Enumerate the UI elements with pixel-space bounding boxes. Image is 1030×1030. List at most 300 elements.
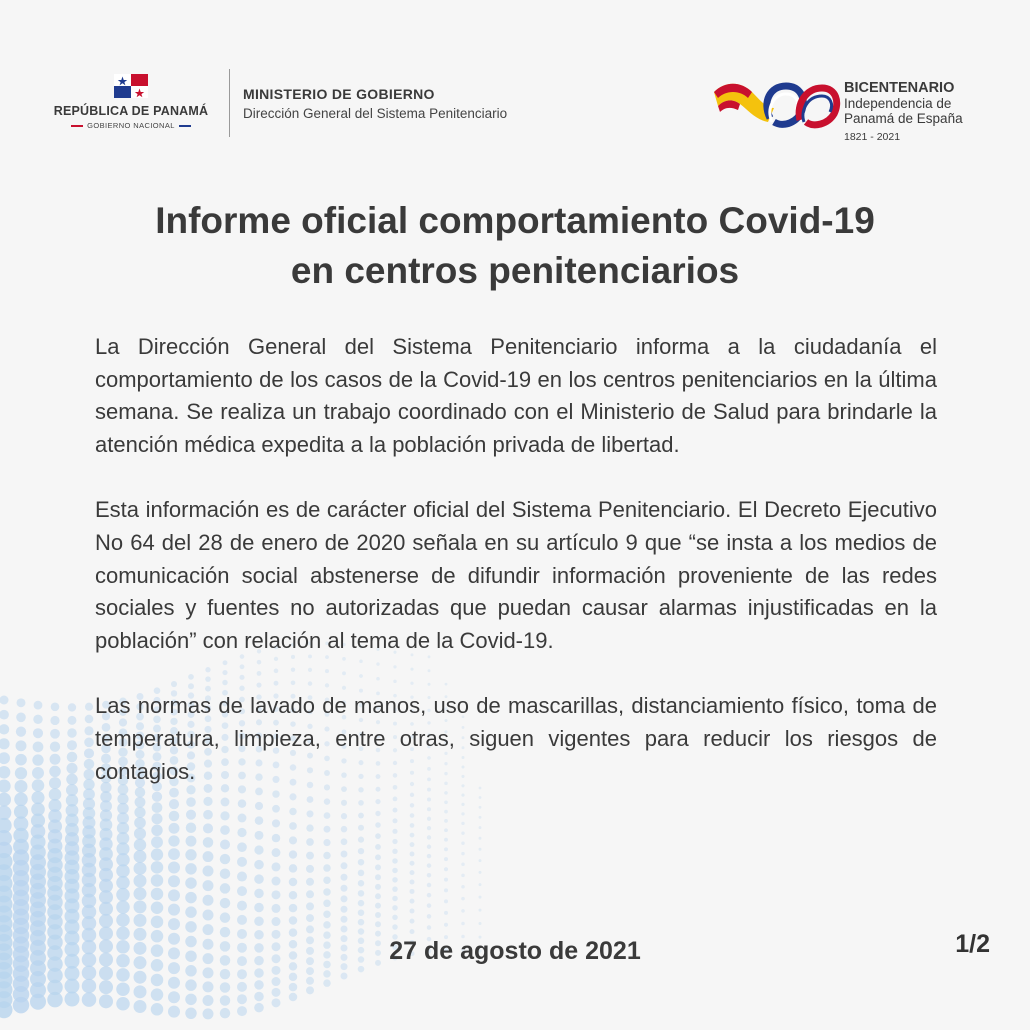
background-dot xyxy=(410,833,415,838)
background-dot xyxy=(185,849,196,860)
background-dot xyxy=(168,991,180,1003)
background-dot xyxy=(358,825,364,831)
background-dot xyxy=(427,845,431,849)
background-dot xyxy=(33,741,44,752)
background-dot xyxy=(341,926,348,933)
background-dot xyxy=(427,854,431,858)
background-dot xyxy=(254,889,264,899)
background-dot xyxy=(444,867,448,871)
background-dot xyxy=(151,988,164,1001)
background-dot xyxy=(203,909,214,920)
page-title xyxy=(60,196,970,296)
background-dot xyxy=(375,903,381,909)
red-bar xyxy=(71,125,83,127)
background-dot xyxy=(461,832,464,835)
background-dot xyxy=(410,879,415,884)
background-dot xyxy=(13,997,30,1014)
background-dot xyxy=(220,912,231,923)
background-dot xyxy=(134,1000,147,1013)
background-dot xyxy=(289,891,298,900)
background-dot xyxy=(289,928,298,937)
background-dot xyxy=(185,994,197,1006)
background-dot xyxy=(341,826,347,832)
background-dot xyxy=(84,748,94,758)
background-dot xyxy=(134,874,147,887)
background-dot xyxy=(461,852,464,855)
background-dot xyxy=(220,898,231,909)
background-dot xyxy=(341,862,348,869)
background-dot xyxy=(220,868,231,879)
background-dot xyxy=(289,916,298,925)
background-dot xyxy=(237,994,247,1004)
background-dot xyxy=(203,924,214,935)
background-dot xyxy=(306,977,314,985)
background-dot xyxy=(392,896,398,902)
background-dot xyxy=(392,858,398,864)
background-dot xyxy=(0,724,9,734)
background-dot xyxy=(375,893,381,899)
background-dot xyxy=(392,829,397,834)
background-dot xyxy=(203,837,213,847)
background-dot xyxy=(341,972,348,979)
background-dot xyxy=(323,979,331,987)
background-dot xyxy=(151,861,164,874)
background-dot xyxy=(254,860,264,870)
background-dot xyxy=(323,864,331,872)
background-dot xyxy=(134,900,147,913)
background-dot xyxy=(134,914,147,927)
background-dot xyxy=(220,1008,231,1019)
background-dot xyxy=(358,909,365,916)
background-dot xyxy=(31,791,44,804)
background-dot xyxy=(323,911,331,919)
background-dot xyxy=(479,871,482,874)
background-dot xyxy=(65,992,80,1007)
background-dot xyxy=(358,919,365,926)
background-dot xyxy=(151,836,163,848)
background-dot xyxy=(461,863,465,867)
background-dot xyxy=(50,716,59,725)
background-dot xyxy=(185,906,197,918)
bicentenario-logo xyxy=(712,78,992,146)
background-dot xyxy=(306,852,314,860)
background-dot xyxy=(185,863,197,875)
background-dot xyxy=(237,828,246,837)
background-dot xyxy=(34,701,43,710)
background-dot xyxy=(169,823,180,834)
background-dot xyxy=(237,901,247,911)
background-dot xyxy=(203,967,214,978)
background-dot xyxy=(254,1003,264,1013)
background-dot xyxy=(203,981,214,992)
background-dot xyxy=(358,859,365,866)
background-dot xyxy=(84,726,93,735)
background-dot xyxy=(203,995,214,1006)
background-dot xyxy=(427,914,432,919)
background-dot xyxy=(444,838,448,842)
background-dot xyxy=(444,857,448,861)
background-dot xyxy=(168,889,180,901)
bicentenario-line-2: Panamá de España xyxy=(844,111,963,126)
background-dot xyxy=(254,845,263,854)
background-dot xyxy=(341,851,348,858)
background-dot xyxy=(49,777,61,789)
bicentenario-years: 1821 - 2021 xyxy=(844,131,901,143)
background-dot xyxy=(358,900,365,907)
background-dot xyxy=(203,866,214,877)
background-dot xyxy=(32,767,44,779)
background-dot xyxy=(323,970,331,978)
background-dot xyxy=(427,893,432,898)
background-dot xyxy=(375,912,381,918)
background-dot xyxy=(479,883,482,886)
background-dot xyxy=(237,872,247,882)
background-dot xyxy=(66,774,78,786)
background-dot xyxy=(392,839,397,844)
background-dot xyxy=(237,886,247,896)
background-dot xyxy=(237,915,247,925)
background-dot xyxy=(237,857,247,867)
background-dot xyxy=(116,913,130,927)
background-dot xyxy=(116,900,130,914)
background-dot xyxy=(479,909,482,912)
background-dot xyxy=(289,878,298,887)
background-dot xyxy=(0,738,10,749)
background-dot xyxy=(479,837,482,840)
background-dot xyxy=(116,864,130,878)
background-dot xyxy=(50,754,61,765)
background-dot xyxy=(358,848,364,854)
paragraph-2: Esta información es de carácter oficial del Sistema Penitenciario. El Decreto Ejecutivo No 64 del 28 de enero de 2020 señala en su artículo 9 que “se insta a los medios de comunicación social abstenerse de difundir información proveniente de las redes sociales y fuentes no autorizadas que puedan causar alarmas injustificadas en la población” con relación al tema de la Covid-19. xyxy=(95,497,937,653)
background-dot xyxy=(479,896,482,899)
background-dot xyxy=(65,979,80,994)
background-dot xyxy=(461,909,465,913)
publication-date: 27 de agosto de 2021 xyxy=(389,937,641,965)
background-dot xyxy=(237,982,247,992)
background-dot xyxy=(341,906,348,913)
background-dot xyxy=(427,863,432,868)
page-number: 1/2 xyxy=(955,930,990,958)
bicentenario-text xyxy=(844,80,963,143)
background-dot xyxy=(375,874,381,880)
background-dot xyxy=(67,752,78,763)
background-dot xyxy=(30,994,46,1010)
background-dot xyxy=(82,992,97,1007)
background-dot xyxy=(50,729,60,739)
background-dot xyxy=(67,728,77,738)
background-dot xyxy=(32,754,43,765)
background-dot xyxy=(134,862,147,875)
background-dot xyxy=(272,966,281,975)
background-dot xyxy=(375,884,381,890)
background-dot xyxy=(392,905,398,911)
republica-panama-logo xyxy=(48,74,214,136)
background-dot xyxy=(186,822,196,832)
background-dot xyxy=(66,763,77,774)
background-dot xyxy=(410,929,415,934)
background-dot xyxy=(289,836,297,844)
background-dot xyxy=(410,919,415,924)
background-dot xyxy=(289,904,298,913)
background-dot xyxy=(306,878,314,886)
background-dot xyxy=(341,895,348,902)
background-dot xyxy=(324,826,331,833)
background-dot xyxy=(168,918,180,930)
background-dot xyxy=(49,766,61,778)
background-dot xyxy=(254,874,264,884)
background-dot xyxy=(168,848,180,860)
background-dot xyxy=(410,823,415,828)
background-dot xyxy=(410,899,415,904)
background-dot xyxy=(306,838,314,846)
background-dot xyxy=(341,838,348,845)
background-dot xyxy=(272,917,281,926)
background-dot xyxy=(272,877,281,886)
background-dot xyxy=(375,921,381,927)
background-dot xyxy=(15,754,27,766)
background-dot xyxy=(15,780,28,793)
bicentenario-title: BICENTENARIO xyxy=(844,80,955,96)
background-dot xyxy=(461,822,464,825)
background-dot xyxy=(168,1006,180,1018)
background-dot xyxy=(444,828,448,832)
background-dot xyxy=(0,752,10,764)
background-dot xyxy=(272,890,281,899)
background-dot xyxy=(116,888,130,902)
background-dot xyxy=(134,828,146,840)
background-dot xyxy=(68,716,77,725)
background-dot xyxy=(220,854,230,864)
background-dot xyxy=(392,886,398,892)
background-dot xyxy=(392,849,397,854)
background-dot xyxy=(272,988,281,997)
background-dot xyxy=(116,876,130,890)
background-dot xyxy=(168,862,180,874)
background-dot xyxy=(220,995,231,1006)
background-dot xyxy=(185,979,197,991)
background-dot xyxy=(306,986,314,994)
paragraph-1: La Dirección General del Sistema Penitenciario informa a la ciudadanía el comportamiento de los casos de la Covid-19 en los centros penitenciarios en la última semana. Se realiza un trabajo coordinado con el Ministerio de Salud para brindarle la atención médica expedita a la población privada de libertad. xyxy=(95,334,937,457)
background-dot xyxy=(203,823,213,833)
background-dot xyxy=(134,839,146,851)
background-dot xyxy=(461,842,464,845)
background-dot xyxy=(254,917,264,927)
background-dot xyxy=(67,740,77,750)
background-dot xyxy=(375,822,381,828)
background-dot xyxy=(220,969,231,980)
background-dot xyxy=(33,728,43,738)
blue-bar xyxy=(179,125,191,127)
background-dot xyxy=(323,876,331,884)
background-dot xyxy=(375,844,381,850)
background-dot xyxy=(0,766,10,779)
header-divider xyxy=(229,69,230,137)
background-dot xyxy=(358,890,365,897)
background-dot xyxy=(306,824,313,831)
background-dot xyxy=(427,903,432,908)
background-dot xyxy=(116,997,130,1011)
background-dot xyxy=(289,822,297,830)
background-dot xyxy=(84,769,95,780)
background-dot xyxy=(185,965,197,977)
background-dot xyxy=(203,880,214,891)
background-dot xyxy=(289,850,297,858)
background-dot xyxy=(461,897,465,901)
background-dot xyxy=(151,848,163,860)
background-dot xyxy=(392,924,398,930)
background-dot xyxy=(0,805,11,820)
background-dot xyxy=(168,835,179,846)
background-dot xyxy=(392,868,398,874)
background-dot xyxy=(220,982,231,993)
background-dot xyxy=(220,839,230,849)
background-dot xyxy=(0,710,9,720)
background-dot xyxy=(151,825,162,836)
background-dot xyxy=(272,977,281,986)
background-dot xyxy=(289,864,298,873)
background-dot xyxy=(82,979,97,994)
background-dot xyxy=(479,859,482,862)
background-dot xyxy=(306,865,314,873)
background-dot xyxy=(203,1008,214,1019)
background-dot xyxy=(410,908,415,913)
background-dot xyxy=(341,885,348,892)
background-dot xyxy=(427,835,431,839)
bicentenario-line-1: Independencia de xyxy=(844,96,952,111)
background-dot xyxy=(254,992,264,1002)
background-dot xyxy=(323,839,330,846)
background-dot xyxy=(220,883,231,894)
background-dot xyxy=(0,793,11,807)
background-dot xyxy=(17,698,26,707)
gobierno-nacional-label: GOBIERNO NACIONAL xyxy=(87,121,175,130)
background-dot xyxy=(220,825,230,835)
background-dot xyxy=(237,969,247,979)
ministry-block xyxy=(243,86,507,121)
background-dot xyxy=(254,980,264,990)
background-dot xyxy=(254,968,264,978)
paragraph-3: Las normas de lavado de manos, uso de mascarillas, distanciamiento físico, toma de temperatura, limpieza, entre otras, siguen vigentes para reducir los riesgos de contagios. xyxy=(95,693,937,784)
background-dot xyxy=(323,888,331,896)
panama-flag-icon xyxy=(114,74,148,98)
ministry-department: Dirección General del Sistema Penitenciario xyxy=(243,106,508,121)
background-dot xyxy=(410,861,415,866)
background-dot xyxy=(168,977,180,989)
background-dot xyxy=(203,895,214,906)
background-dot xyxy=(0,696,9,705)
background-dot xyxy=(16,713,26,723)
background-dot xyxy=(272,848,281,857)
background-dot xyxy=(375,864,381,870)
background-dot xyxy=(427,826,431,830)
background-dot xyxy=(85,715,94,724)
background-dot xyxy=(203,851,214,862)
background-dot xyxy=(15,767,27,779)
background-dot xyxy=(99,966,113,980)
background-dot xyxy=(272,904,281,913)
background-dot xyxy=(306,890,314,898)
background-dot xyxy=(49,788,62,801)
background-dot xyxy=(479,922,482,925)
background-dot xyxy=(85,703,93,711)
background-dot xyxy=(461,922,465,926)
background-dot xyxy=(272,834,280,842)
republica-name: REPÚBLICA DE PANAMÁ xyxy=(53,104,209,118)
background-dot xyxy=(84,738,94,748)
background-dot xyxy=(220,927,231,938)
background-dot xyxy=(272,998,281,1007)
ministry-name: MINISTERIO DE GOBIERNO xyxy=(243,86,435,102)
background-dot xyxy=(151,888,164,901)
background-dot xyxy=(479,826,482,829)
background-dot xyxy=(134,850,147,863)
background-dot xyxy=(32,779,45,792)
background-dot xyxy=(461,885,465,889)
background-dot xyxy=(444,899,448,903)
background-dot xyxy=(151,874,164,887)
background-dot xyxy=(375,931,381,937)
background-dot xyxy=(358,928,365,935)
background-dot xyxy=(410,852,415,857)
background-dot xyxy=(185,1008,197,1020)
background-dot xyxy=(444,878,448,882)
background-dot xyxy=(306,925,314,933)
background-dot xyxy=(427,873,432,878)
background-dot xyxy=(99,994,113,1008)
background-dot xyxy=(14,793,28,807)
background-dot xyxy=(427,883,432,888)
background-dot xyxy=(134,985,147,998)
background-dot xyxy=(151,1003,164,1016)
background-dot xyxy=(375,854,381,860)
background-dot xyxy=(151,916,164,929)
background-dot xyxy=(410,870,415,875)
background-dot xyxy=(323,852,330,859)
background-dot xyxy=(272,862,281,871)
background-dot xyxy=(134,971,147,984)
header xyxy=(0,0,1030,160)
background-dot xyxy=(151,974,164,987)
background-dot xyxy=(323,900,331,908)
gobierno-nacional xyxy=(48,121,214,130)
background-dot xyxy=(358,837,364,843)
background-dot xyxy=(358,870,365,877)
background-dot xyxy=(134,887,147,900)
background-dot xyxy=(99,902,113,916)
background-dot xyxy=(185,921,197,933)
background-dot xyxy=(255,831,264,840)
background-dot xyxy=(33,715,42,724)
body-text xyxy=(95,331,937,821)
background-dot xyxy=(168,904,180,916)
background-dot xyxy=(444,923,448,927)
background-dot xyxy=(16,727,26,737)
background-dot xyxy=(116,982,130,996)
background-dot xyxy=(289,983,298,992)
background-dot xyxy=(479,848,482,851)
background-dot xyxy=(254,903,264,913)
background-dot xyxy=(392,877,398,883)
background-dot xyxy=(68,703,76,711)
background-dot xyxy=(237,842,247,852)
background-dot xyxy=(16,740,27,751)
background-dot xyxy=(99,980,113,994)
background-dot xyxy=(375,833,381,839)
background-dot xyxy=(358,880,365,887)
background-dot xyxy=(0,779,11,792)
background-dot xyxy=(186,836,197,847)
background-dot xyxy=(151,902,164,915)
